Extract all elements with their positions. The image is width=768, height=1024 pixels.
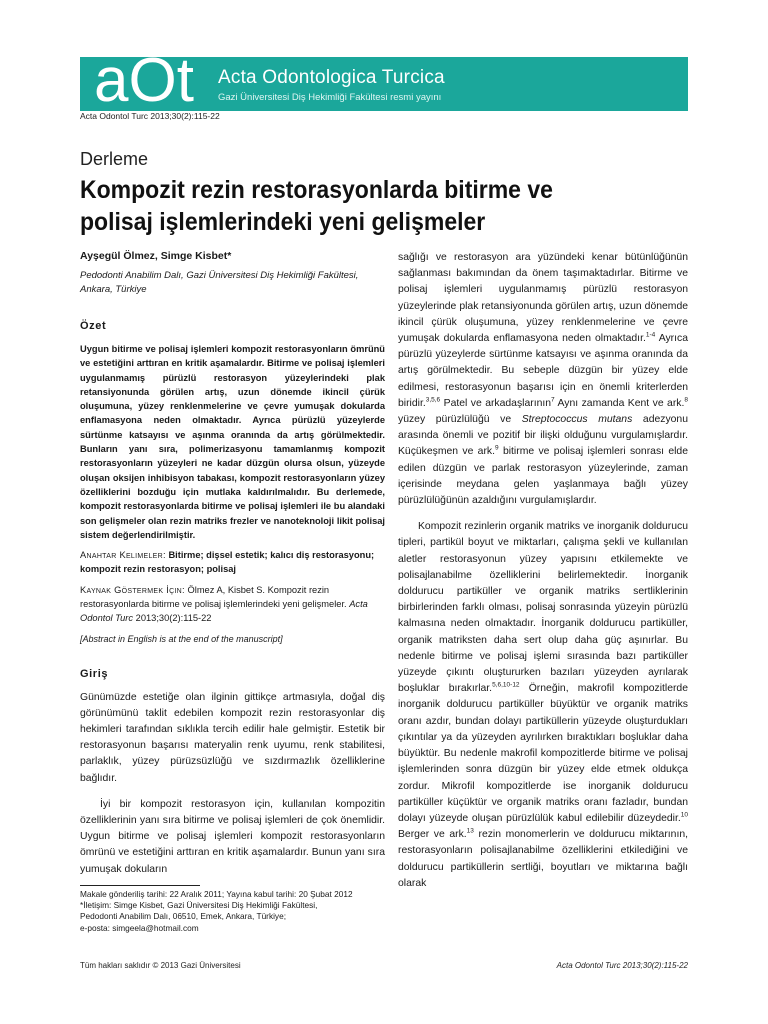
intro-paragraph-2: İyi bir kompozit restorasyon için, kullanılan kompozitin özelliklerinin yanı sıra bitirme ve polisaj işlemleri de çok önemlidir. Uygun bitirme ve polisaj işlemleri kompozit restorasyonların ömrünü ve estetiğini arttıran en kritik aşamalardır. Bunun yanı sıra yumuşak dokuların	[80, 798, 385, 875]
article-title: Kompozit rezin restorasyonlarda bitirme ve polisaj işlemlerindeki yeni gelişmeler	[80, 176, 553, 236]
intro-paragraph-1: Günümüzde estetiğe olan ilginin gittikçe artmasıyla, doğal diş görünümünü taklit edebilen kompozit rezin restorasyonlar diş hekimleri tarafından sıklıkla tercih edilir hale gelmiştir. Estetik bir restorasyonun başarısı materyalin renk uyumu, renk stabilitesi, parlaklık, yüzey pürüzsüzlüğü ve sızdırmazlık özelliklerine bağlıdır.	[80, 691, 385, 784]
abstract-text: Uygun bitirme ve polisaj işlemleri kompozit restorasyonların ömrünü ve estetiğini arttıran en kritik aşamalardır. Bitirme ve polisaj işlemleri uygulanmamış pürüzlü restorasyon yüzeylerindeki plak retansiyonunda görülen artış, uzun dönemde ikincil çürük oluşumuna, yüzey renklenmelerine ve çevre yumuşak dokularda enflamasyona neden olmaktadır. Ayrıca pürüzlü yüzeylerde sürtünme katsayısı ve aşınma oranında da artış görülmektedir. Bunların yanı sıra, polimerizasyonu tamamlanmış kompozit restorasyonların yüzeyleri ne kadar düzgün olursa olsun, yüzeyde oluşan oksijen inhibisyon tabakası, kompozit restorasyonların yüzey özelliklerini bozduğu için mutlaka kaldırılmalıdır. Bu derlemede, kompozit restorasyonlarda bitirme ve polisaj işlemleri ile bu alandaki son gelişmeler olan rezin matriks frezler ve nanoteknoloji likit polisaj sistem değerlendirilmiştir.	[80, 344, 385, 540]
english-abstract-note: [Abstract in English is at the end of the manuscript]	[80, 633, 283, 644]
footer-copyright: Tüm hakları saklıdır © 2013 Gazi Üniversitesi	[80, 961, 241, 970]
citation-block	[80, 583, 385, 626]
header-citation: Acta Odontol Turc 2013;30(2):115-22	[80, 111, 220, 121]
logo-text: aOt	[94, 46, 194, 115]
cite-rest: 2013;30(2):115-22	[135, 613, 212, 624]
journal-name: Acta Odontologica Turcica	[218, 67, 445, 88]
footnotes	[80, 889, 380, 934]
right-paragraph-1: sağlığı ve restorasyon ara yüzündeki kenar bütünlüğünün sağlanması bakımından da önem taşımaktadırlar. Bitirme ve polisaj işlemleri uygulanmamış pürüzlü restorasyon yüzeylerinde plak retansiyonunda görülen artış, uzun dönemde ikincil çürük oluşumuna, yüzey renklenmelerine ve çevre yumuşak dokularda enflamasyona neden olmaktadır.$^{1-4}$ Ayrıca pürüzlü yüzeylerde sürtünme katsayısı ve aşınma oranında da artış görülmektedir. Bu sebeple düzgün bir yüzey elde edilmesi, restorasyonun başarısı için en önemli kriterlerden biridir.$^{3,5,6}$ Patel ve arkadaşlarının$^7$ Aynı zamanda Kent ve ark.$^8$ yüzey pürüzlülüğü ve Streptococcus mutans adezyonu arasında önemli ve pozitif bir ilişki olduğunu vurgulamışlardır. Küçükeşmen ve ark.$^9$ bitirme ve polisaj işlemleri sonrası elde edilen düzgün ve parlak restorasyon yüzeylerinde, zaman içerisinde meydana gelen yaşlanmaya bağlı yüzey pürüzlülüğünün azaldığını vurgulamışlardır.	[398, 252, 689, 507]
intro-heading: Giriş	[80, 667, 109, 680]
cite-label: Kaynak Göstermek İçin:	[80, 584, 185, 595]
footnote-contact: *İletişim: Simge Kisbet, Gazi Üniversitesi Diş Hekimliği Fakültesi,	[80, 900, 318, 911]
footnote-address: Pedodonti Anabilim Dalı, 06510, Emek, Ankara, Türkiye;	[80, 911, 286, 922]
journal-banner	[80, 46, 688, 115]
keywords-text: Bitirme; dişsel estetik; kalıcı diş restorasyonu; kompozit rezin restorasyon; polisaj	[80, 550, 375, 575]
keywords-label: Anahtar Kelimeler:	[80, 550, 166, 561]
article-affiliation: Pedodonti Anabilim Dalı, Gazi Üniversitesi Diş Hekimliği Fakültesi, Ankara, Türkiye	[80, 270, 359, 295]
cite-journal: Acta Odontol Turc	[80, 599, 368, 624]
cite-text: Ölmez A, Kisbet S. Kompozit rezin restorasyonlarda bitirme ve polisaj işlemlerindeki yeni gelişmeler.	[80, 584, 347, 610]
journal-subtitle: Gazi Üniversitesi Diş Hekimliği Fakültesi resmi yayını	[218, 92, 442, 103]
left-column	[80, 320, 385, 878]
abstract-heading: Özet	[80, 320, 107, 332]
right-paragraph-2: Kompozit rezinlerin organik matriks ve inorganik doldurucu tipleri, partikül boyut ve miktarları, çalışma şekli ve kullanılan aletler restorasyonun yüzey yapısını etkilemekte ve polisajlanabilme özelliklerini belirlemektedir. İnorganik doldurucu partiküller ve organik matriks sertliklerinin birbirlerinden farklı olması, polisaj sonrasında yüzeyin pürüzlü kalmasına neden olmaktadır. İnorganik doldurucu partiküller, organik matriksten daha sert olup daha güç aşınırlar. Bu nedenle bitirme ve polisaj işlemi sırasında bazı partiküller yüzeyde çıkıntı oluştururken bazıları yüzeyden ayrılarak boşluklar bırakırlar.$^{5,6,10-12}$ Örneğin, makrofil kompozitlerde inorganik doldurucu partiküller büyüktür ve organik matriks oranı azdır, bundan dolayı partiküllerin yüzeyde oluşturdukları çıkıntılar ya da yüzeyden ayrılırken bıraktıkları boşluklar daha büyüktür. Bu nedenle makrofil kompozitlerde bitirme ve polisaj işlemlerinden sonra düzgün bir yüzey elde etmek oldukça zordur. Mikrofil kompozitlerde ise inorganik doldurucu partiküller küçüktür ve organik matriks oranı fazladır, bundan dolayı yüzeyde oluşan pürüzlülük kabul edilebilir düzeydedir.$^{10}$ Berger ve ark.$^{13}$ rezin monomerlerin ve doldurucu miktarının, restorasyonların polisajlanabilme özelliklerini etkilediğini ve doldurucu partiküllerin sertliği, boyutları ve miktarına bağlı olarak	[398, 521, 689, 889]
footnote-divider	[80, 885, 200, 886]
keywords	[80, 548, 385, 577]
article-authors: Ayşegül Ölmez, Simge Kisbet*	[80, 250, 232, 262]
journal-logo	[94, 45, 204, 115]
footnote-email: e-posta: simgeela@hotmail.com	[80, 922, 199, 933]
footnote-dates: Makale gönderiliş tarihi: 22 Aralık 2011; Yayına kabul tarihi: 20 Şubat 2012	[80, 889, 353, 899]
right-column	[398, 250, 688, 892]
article-section-type: Derleme	[80, 149, 149, 169]
footer-citation: Acta Odontol Turc 2013;30(2):115-22	[556, 961, 688, 970]
